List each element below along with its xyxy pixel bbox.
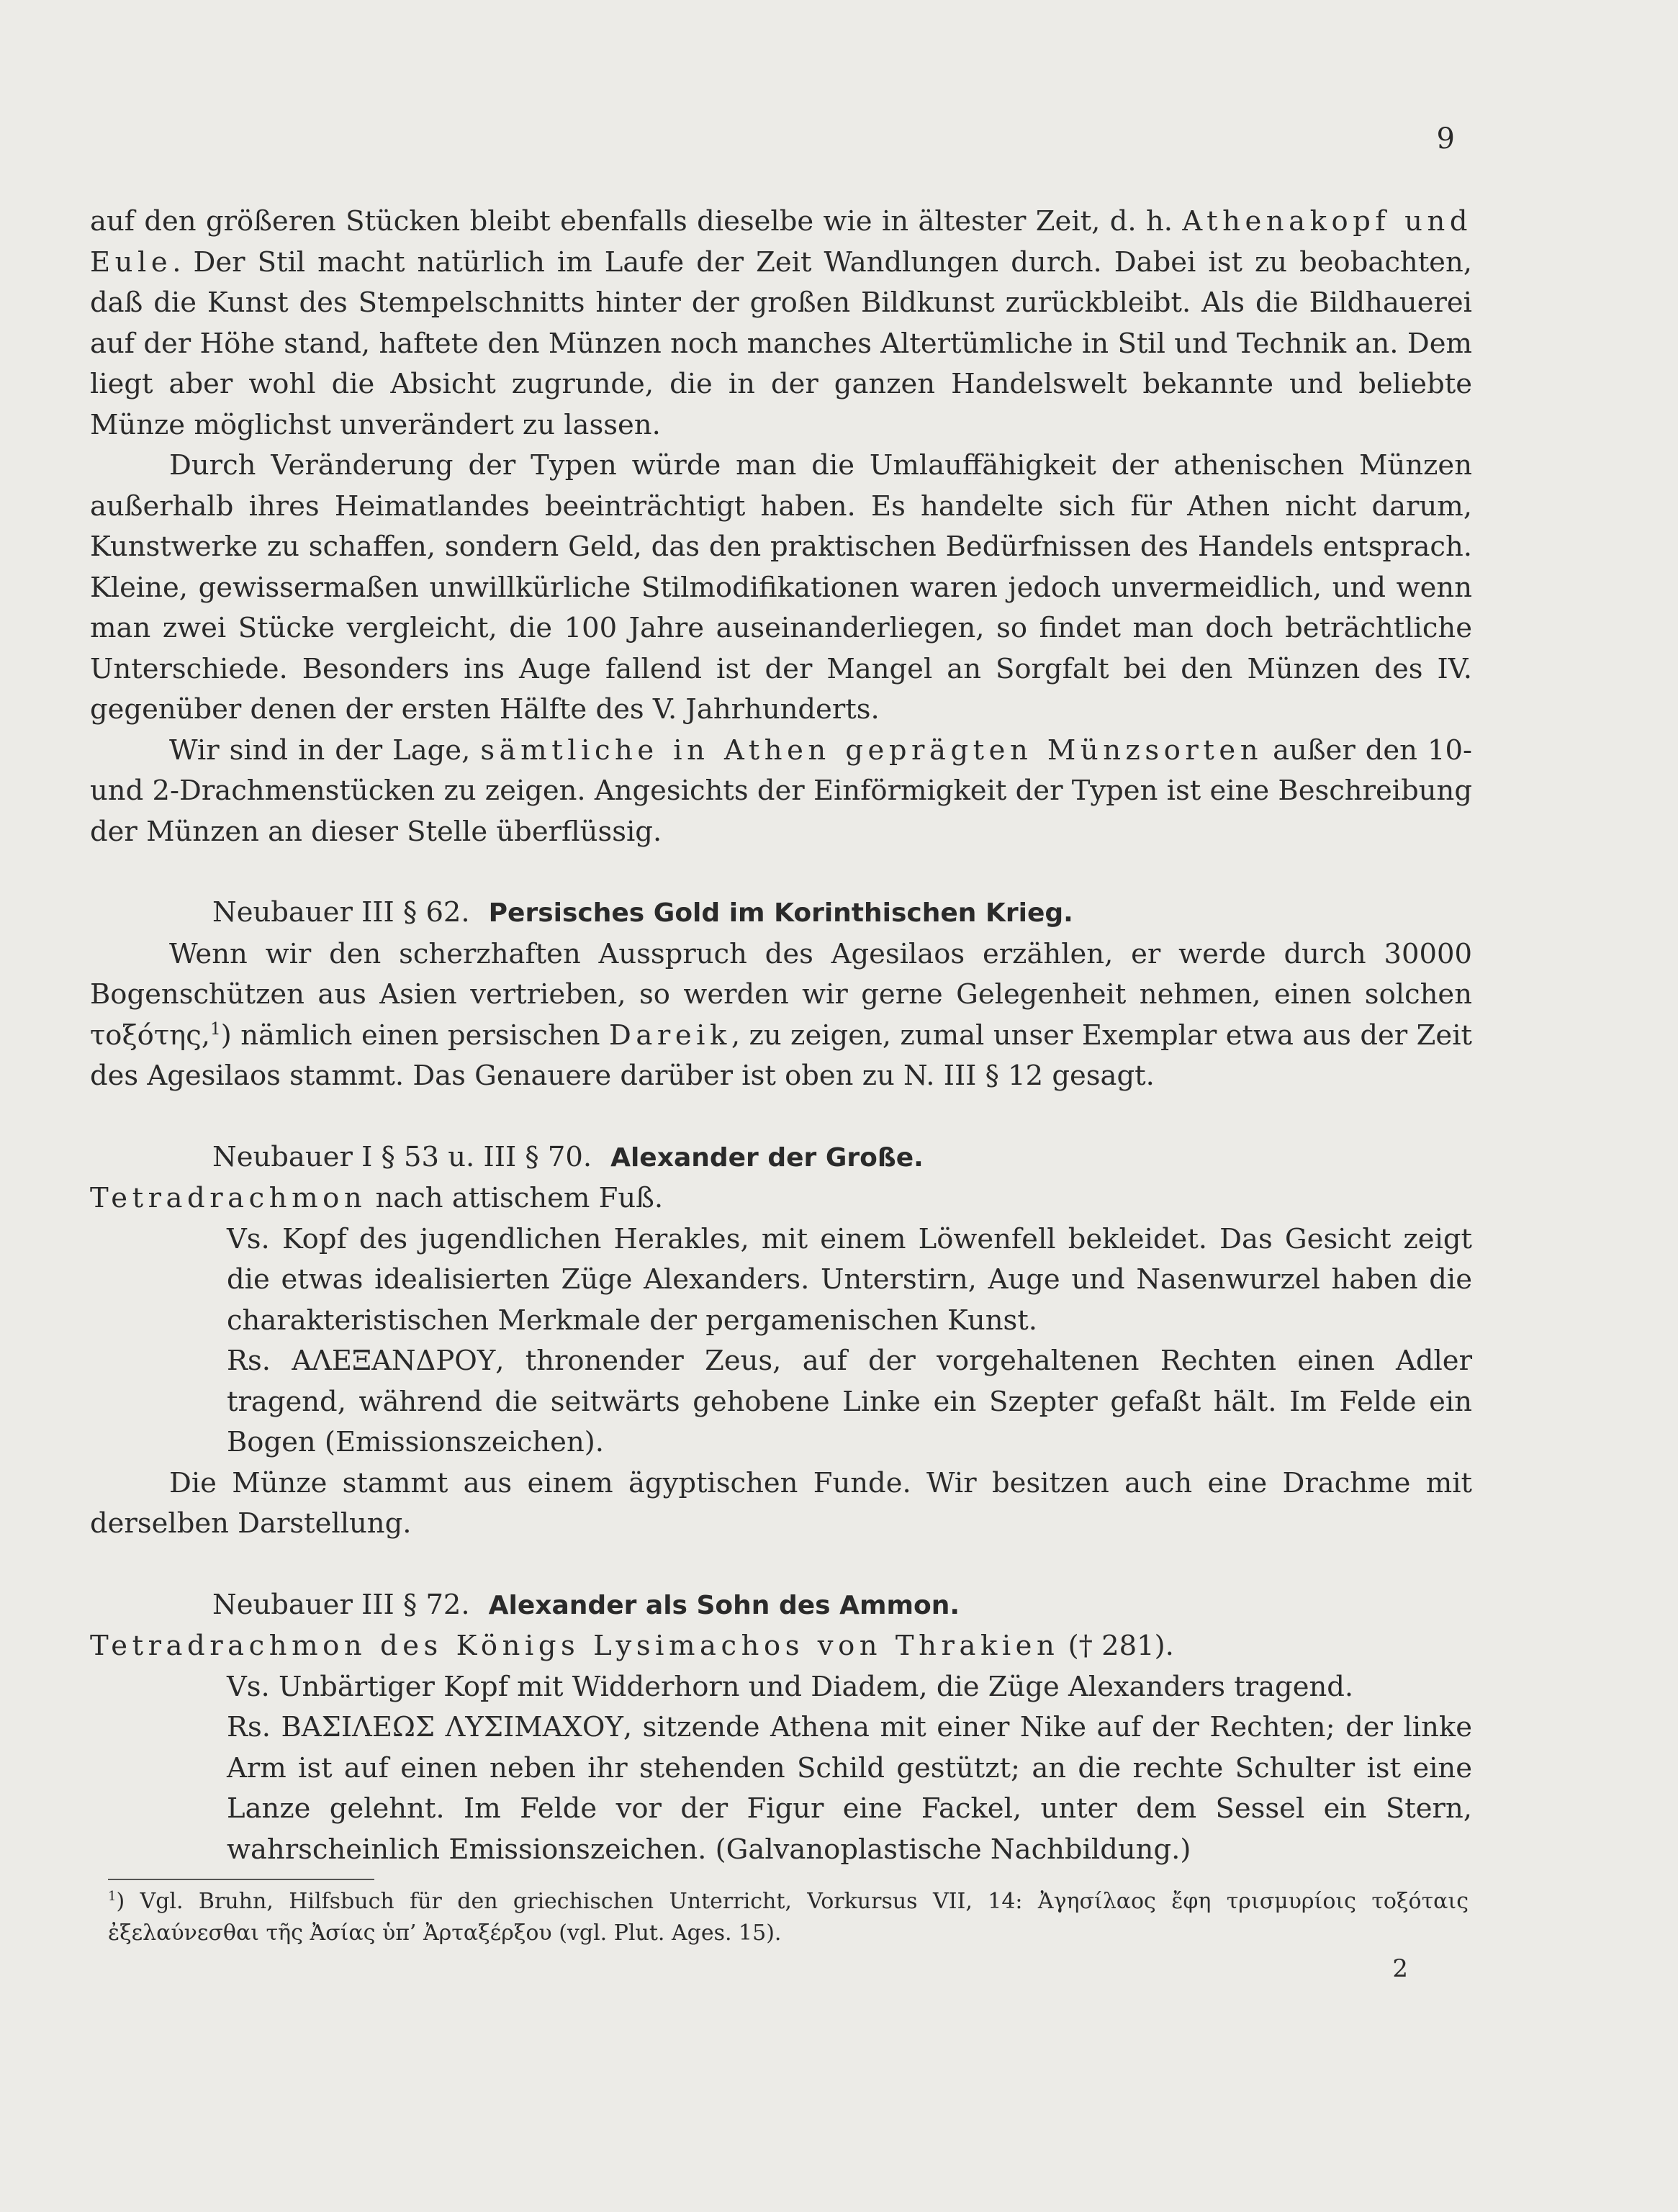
coin-subtitle: Tetradrachmon nach attischem Fuß. <box>90 1182 664 1214</box>
spaced-emphasis: Dareik <box>608 1019 731 1052</box>
paragraph-agesilaos: Wenn wir den scherzhaften Ausspruch des Agesilaos erzählen, er werde durch 30000 Bogenschützen aus Asien vertrieben, so werden wir gerne Gelegenheit nehmen, einen solchen τοξότης,$^1$) nämlich einen persischen Dareik, zu zeigen, zumal unser Exemplar etwa aus der Zeit des Agesilaos stammt. Das Genauere darüber ist oben zu N. III § 12 gesagt. <box>90 937 1472 1092</box>
coin-subtitle: Tetradrachmon des Königs Lysimachos von Thrakien († 281). <box>90 1630 1174 1662</box>
footnote <box>108 1886 1469 1949</box>
coin-obverse: Vs. Kopf des jugendlichen Herakles, mit einem Löwenfell bekleidet. Das Gesicht zeigt die etwas idealisierten Züge Alexanders. Unterstirn, Auge und Nasenwurzel haben die charakteristischen Merkmale der pergamenischen Kunst. <box>227 1222 1472 1337</box>
paragraph-muenzsorten: Wir sind in der Lage, sämtliche in Athen geprägten Münzsorten außer den 10- und 2-Drachmenstücken zu zeigen. Angesichts der Einförmigkeit der Typen ist eine Beschreibung der Münzen an dieser Stelle überflüssig. <box>90 733 1472 848</box>
footnote-divider <box>108 1879 374 1880</box>
paragraph-drachme: Die Münze stammt aus einem ägyptischen Funde. Wir besitzen auch eine Drachme mit derselben Darstellung. <box>90 1466 1472 1540</box>
spaced-emphasis: sämtliche in Athen geprägten Münzsorten <box>480 733 1263 767</box>
paragraph-intro: auf den größeren Stücken bleibt ebenfalls dieselbe wie in ältester Zeit, d. h. Athenakopf und Eule. Der Stil macht natürlich im Laufe der Zeit Wandlungen durch. Dabei ist zu beobachten, daß die Kunst des Stempelschnitts hinter der großen Bildkunst zurückbleibt. Als die Bildhauerei auf der Höhe stand, haftete den Münzen noch manches Altertümliche in Stil und Technik an. Dem liegt aber wohl die Absicht zugrunde, die in der ganzen Handelswelt bekannte und beliebte Münze möglichst unverändert zu lassen. <box>90 205 1473 441</box>
coin-reverse: Rs. ΑΛΕΞΑΝΔΡΟΥ, thronender Zeus, auf der vorgehaltenen Rechten einen Adler tragend, während die seitwärts gehobene Linke ein Szepter gefaßt hält. Im Felde ein Bogen (Emissionszeichen). <box>227 1345 1472 1458</box>
spaced-emphasis: Athenakopf und Eule <box>90 205 1473 279</box>
footnote-text: ) Vgl. Bruhn, Hilfsbuch für den griechischen Unterricht, Vorkursus VII, 14: Ἀγησίλαος ἔφη τρισμυρίοις τοξόταις ἐξελαύνεσθαι τῆς Ἀσίας ὑπ’ Ἀρταξέρξου (vgl. Plut. Ages. 15). <box>108 1889 1469 1946</box>
coin-obverse: Vs. Unbärtiger Kopf mit Widderhorn und Diadem, die Züge Alexanders tragend. <box>227 1670 1354 1703</box>
section-heading-ammon: Neubauer III § 72. Alexander als Sohn des Ammon. <box>212 1588 960 1621</box>
section-title: Alexander der Große. <box>610 1142 924 1173</box>
body-text <box>90 202 1472 1870</box>
greek-word: τοξότης, <box>90 1019 211 1052</box>
section-heading-alexander: Neubauer I § 53 u. III § 70. Alexander der Große. <box>212 1140 924 1173</box>
paragraph-typen: Durch Veränderung der Typen würde man die Umlauffähigkeit der athenischen Münzen außerhalb ihres Heimatlandes beeinträchtigt haben. Es handelte sich für Athen nicht darum, Kunstwerke zu schaffen, sondern Geld, das den praktischen Bedürfnissen des Handels entsprach. Kleine, gewissermaßen unwillkürliche Stilmodifikationen waren jedoch unvermeidlich, und wenn man zwei Stücke vergleicht, die 100 Jahre auseinanderliegen, so findet man doch beträchtliche Unterschiede. Besonders ins Auge fallend ist der Mangel an Sorgfalt bei den Münzen des IV. gegenüber denen der ersten Hälfte des V. Jahrhunderts. <box>90 449 1472 726</box>
section-title: Alexander als Sohn des Ammon. <box>488 1590 960 1620</box>
section-title: Persisches Gold im Korinthischen Krieg. <box>488 898 1073 928</box>
coin-reverse: Rs. ΒΑΣΙΛΕΩΣ ΛΥΣΙΜΑΧΟΥ, sitzende Athena mit einer Nike auf der Rechten; der linke Arm ist auf einen neben ihr stehenden Schild gestützt; an die rechte Schulter ist eine Lanze gelehnt. Im Felde vor der Figur eine Fackel, unter dem Sessel ein Stern, wahrscheinlich Emissionszeichen. (Galvanoplastische Nachbildung.) <box>227 1711 1472 1866</box>
footnote-mark: 1 <box>108 1889 117 1904</box>
page-number: 9 <box>1436 122 1455 155</box>
sheet-signature: 2 <box>1392 1954 1408 1983</box>
section-heading-persisches-gold: Neubauer III § 62. Persisches Gold im Korinthischen Krieg. <box>212 896 1073 929</box>
footnote-ref: 1 <box>210 1019 221 1039</box>
